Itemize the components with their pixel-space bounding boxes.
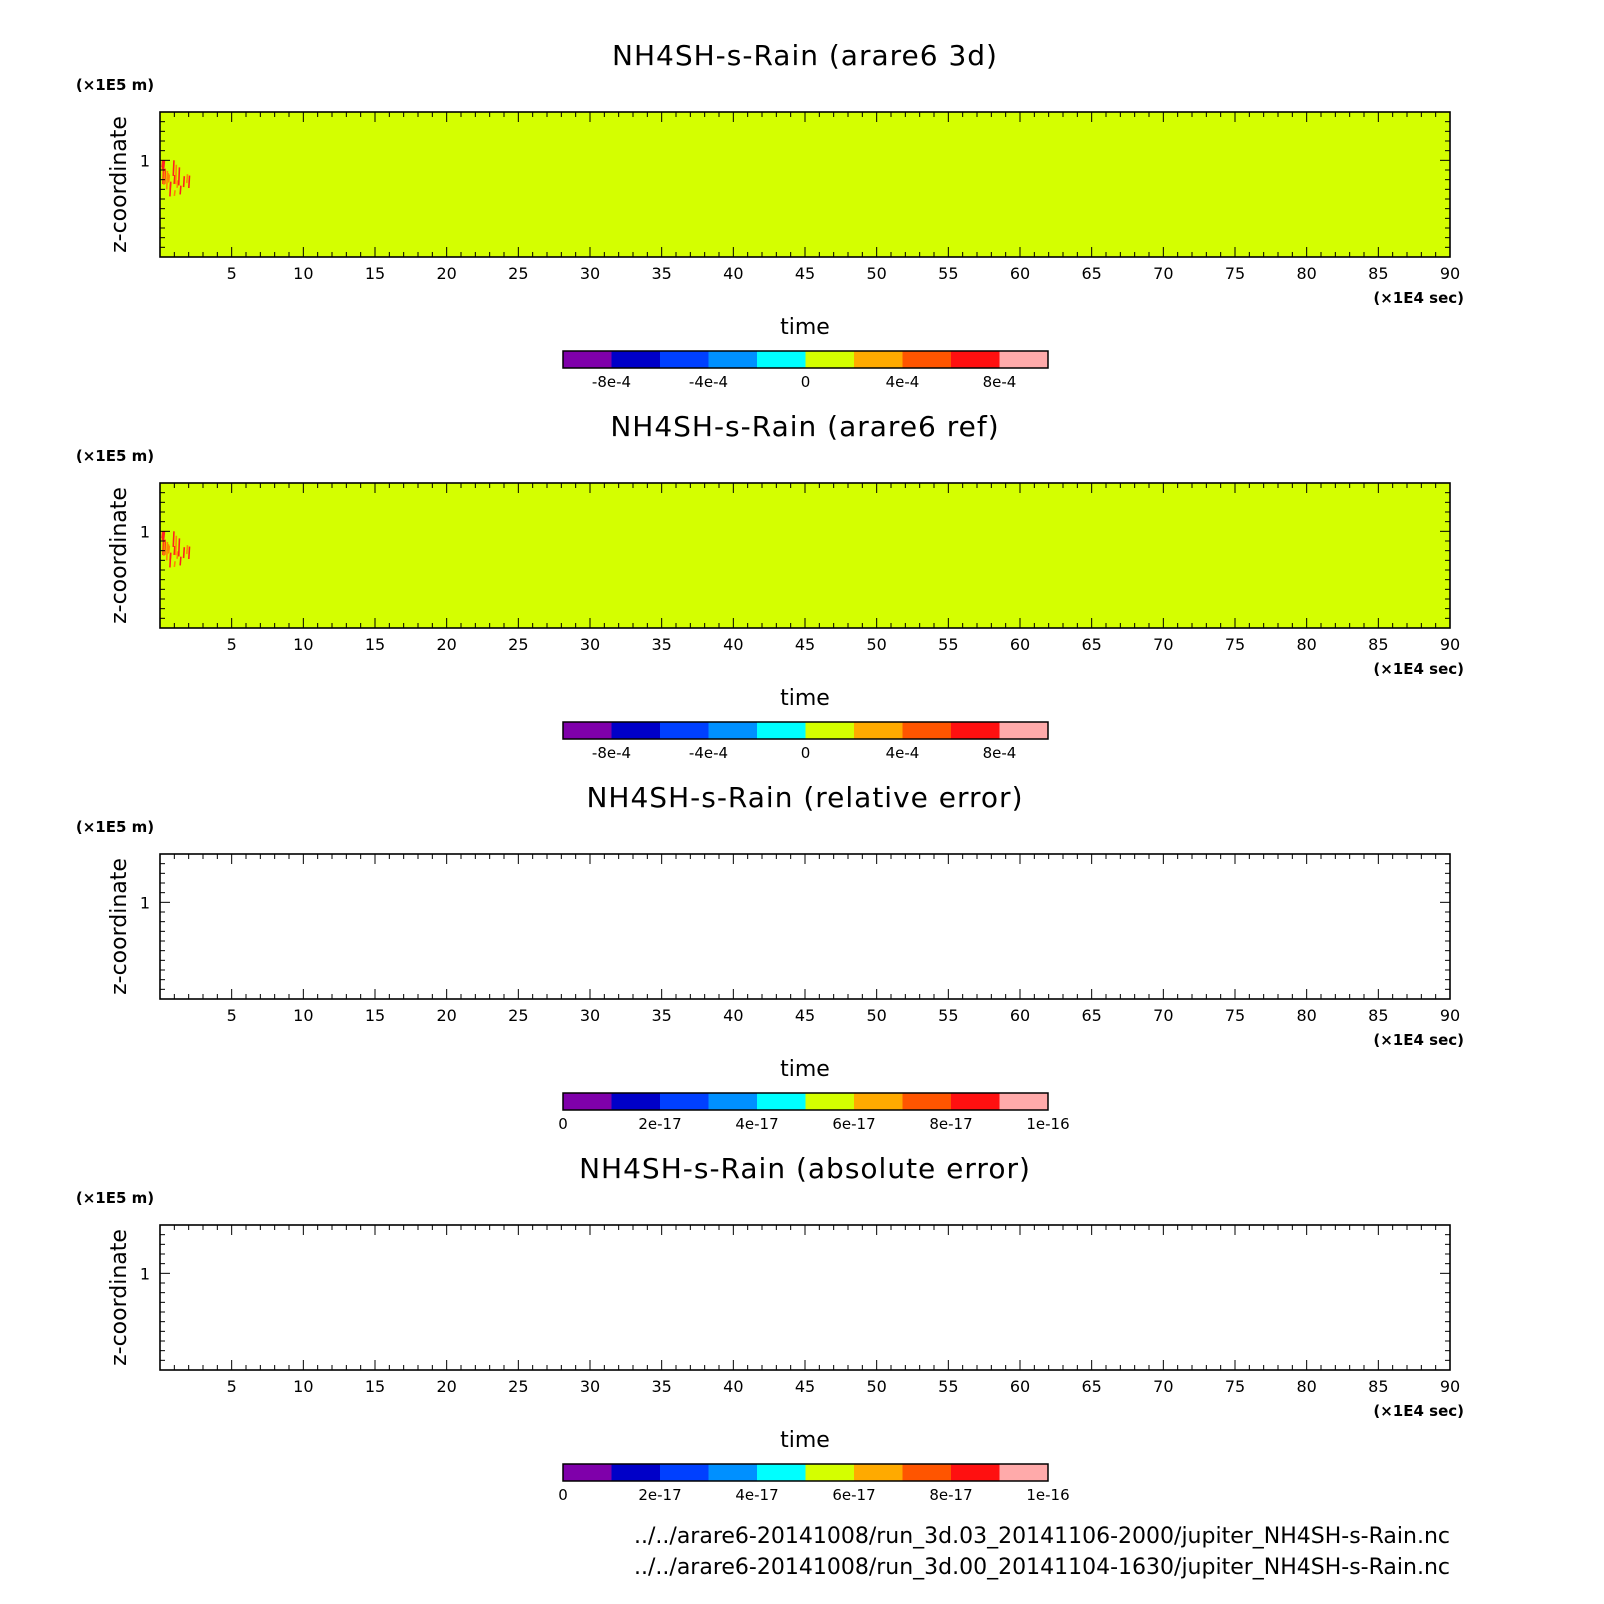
x-tick-label: 65: [1081, 1006, 1102, 1025]
colorbar-swatch: [854, 351, 903, 368]
x-tick-label: 50: [866, 264, 887, 283]
rain-streak: [174, 175, 175, 184]
colorbar-tick-label: 0: [800, 373, 811, 391]
chart-title: NH4SH-s-Rain (absolute error): [579, 1152, 1031, 1185]
y-unit-label: (×1E5 m): [75, 447, 155, 465]
x-tick-label: 50: [866, 1006, 887, 1025]
colorbar-swatch: [709, 351, 758, 368]
x-tick-label: 75: [1224, 1377, 1246, 1396]
rain-streak: [180, 186, 181, 195]
x-unit-label: (×1E4 sec): [1373, 660, 1464, 678]
colorbar-swatch: [951, 722, 1000, 739]
x-tick-label: 55: [938, 635, 959, 654]
x-tick-label: 45: [794, 635, 816, 654]
colorbar-swatch: [709, 1464, 758, 1481]
rain-streak: [173, 160, 174, 176]
colorbar-tick-label: -8e-4: [591, 744, 632, 762]
plot-field: [160, 483, 1450, 628]
rain-streak: [164, 531, 165, 538]
colorbar: [558, 1464, 1069, 1504]
colorbar-tick-label: 8e-4: [982, 744, 1017, 762]
x-tick-label: 35: [651, 264, 672, 283]
rain-streak: [174, 190, 175, 196]
rain-streak: [180, 557, 181, 566]
x-tick-label: 85: [1368, 264, 1389, 283]
colorbar-swatch: [903, 1464, 952, 1481]
rain-streak: [179, 538, 180, 556]
colorbar-swatch: [612, 722, 661, 739]
x-axis-label: time: [780, 1428, 830, 1453]
colorbar-tick-label: 4e-17: [735, 1486, 779, 1504]
colorbar-tick-label: -4e-4: [688, 373, 729, 391]
colorbar-swatch: [660, 1093, 709, 1110]
colorbar: [558, 1093, 1069, 1133]
x-tick-label: 50: [866, 635, 887, 654]
colorbar-swatch: [660, 1464, 709, 1481]
chart-panel-1: [76, 39, 1464, 391]
footer-file-path-2: ../../arare6-20141008/run_3d.00_20141104-1630/jupiter_NH4SH-s-Rain.nc: [634, 1555, 1450, 1580]
x-tick-label: 30: [579, 1006, 601, 1025]
colorbar-swatch: [854, 1464, 903, 1481]
x-tick-label: 30: [579, 264, 601, 283]
rain-streak: [187, 174, 188, 183]
x-tick-label: 10: [293, 635, 314, 654]
x-tick-label: 35: [651, 1006, 672, 1025]
y-tick-label: 1: [139, 522, 150, 542]
x-unit-label: (×1E4 sec): [1373, 289, 1464, 307]
colorbar-swatch: [757, 351, 806, 368]
colorbar-swatch: [951, 1464, 1000, 1481]
colorbar-tick-label: 4e-4: [885, 373, 920, 391]
colorbar-tick-label: 8e-4: [982, 373, 1017, 391]
colorbar-tick-label: 1e-16: [1026, 1115, 1070, 1133]
x-tick-label: 25: [508, 1377, 529, 1396]
colorbar-swatch: [903, 351, 952, 368]
colorbar-tick-label: 8e-17: [929, 1115, 973, 1133]
rain-streak: [187, 545, 188, 554]
colorbar-tick-label: -8e-4: [591, 373, 632, 391]
colorbar-swatch: [806, 722, 855, 739]
x-tick-label: 10: [293, 1006, 314, 1025]
x-tick-label: 5: [226, 635, 237, 654]
rain-streak: [173, 531, 174, 547]
y-tick-label: 1: [139, 1264, 150, 1284]
rain-streak: [189, 176, 190, 188]
y-unit-label: (×1E5 m): [75, 1189, 155, 1207]
x-tick-label: 15: [364, 1006, 386, 1025]
colorbar-swatch: [951, 351, 1000, 368]
x-tick-label: 30: [579, 635, 601, 654]
x-tick-label: 20: [436, 635, 457, 654]
x-tick-label: 55: [938, 264, 959, 283]
x-tick-label: 90: [1439, 264, 1461, 283]
chart-title: NH4SH-s-Rain (arare6 ref): [610, 410, 1000, 443]
colorbar-swatch: [563, 1093, 612, 1110]
x-tick-label: 20: [436, 1006, 457, 1025]
rain-streak: [184, 547, 185, 558]
colorbar-swatch: [903, 1093, 952, 1110]
colorbar-swatch: [612, 351, 661, 368]
x-tick-label: 5: [226, 264, 237, 283]
y-unit-label: (×1E5 m): [75, 818, 155, 836]
chart-panel-3: [76, 781, 1464, 1133]
y-tick-label: 1: [139, 893, 150, 913]
rain-streak: [164, 170, 165, 184]
colorbar-swatch: [806, 1464, 855, 1481]
x-tick-label: 45: [794, 1006, 816, 1025]
plot-field: [160, 1225, 1450, 1370]
x-tick-label: 85: [1368, 635, 1389, 654]
x-tick-label: 40: [723, 1006, 744, 1025]
x-tick-label: 65: [1081, 1377, 1102, 1396]
x-axis-label: time: [780, 686, 830, 711]
x-tick-label: 70: [1153, 635, 1174, 654]
x-tick-label: 10: [293, 264, 314, 283]
rain-streak: [167, 542, 168, 560]
x-tick-label: 75: [1224, 264, 1246, 283]
x-tick-label: 15: [364, 264, 386, 283]
y-axis-label: z-coordinate: [107, 858, 132, 995]
rain-streak: [170, 182, 171, 190]
x-tick-label: 35: [651, 635, 672, 654]
colorbar-swatch: [563, 722, 612, 739]
x-tick-label: 60: [1009, 1377, 1031, 1396]
rain-streak: [179, 167, 180, 185]
x-tick-label: 60: [1009, 1006, 1031, 1025]
y-axis-label: z-coordinate: [107, 116, 132, 253]
x-tick-label: 45: [794, 1377, 816, 1396]
chart-title: NH4SH-s-Rain (arare6 3d): [612, 39, 998, 72]
colorbar-tick-label: 1e-16: [1026, 1486, 1070, 1504]
colorbar-swatch: [563, 351, 612, 368]
x-tick-label: 55: [938, 1006, 959, 1025]
rain-streak: [174, 561, 175, 567]
colorbar: [563, 722, 1049, 762]
x-tick-label: 30: [579, 1377, 601, 1396]
x-tick-label: 70: [1153, 1377, 1174, 1396]
x-tick-label: 10: [293, 1377, 314, 1396]
rain-streak: [176, 536, 177, 555]
rain-streak: [177, 180, 178, 188]
colorbar-swatch: [757, 1093, 806, 1110]
colorbar-swatch: [709, 722, 758, 739]
rain-streak: [164, 541, 165, 555]
x-tick-label: 40: [723, 264, 744, 283]
chart-panel-2: [76, 410, 1464, 762]
colorbar-tick-label: 2e-17: [638, 1115, 682, 1133]
x-tick-label: 15: [364, 635, 386, 654]
x-tick-label: 90: [1439, 635, 1461, 654]
rain-streak: [169, 546, 170, 554]
x-tick-label: 75: [1224, 1006, 1246, 1025]
rain-streak: [169, 175, 170, 183]
x-tick-label: 60: [1009, 635, 1031, 654]
footer-file-path-1: ../../arare6-20141008/run_3d.03_20141106-2000/jupiter_NH4SH-s-Rain.nc: [634, 1524, 1450, 1549]
x-tick-label: 55: [938, 1377, 959, 1396]
x-tick-label: 40: [723, 1377, 744, 1396]
x-tick-label: 90: [1439, 1006, 1461, 1025]
colorbar: [563, 351, 1049, 391]
colorbar-swatch: [660, 351, 709, 368]
x-tick-label: 5: [226, 1006, 237, 1025]
colorbar-tick-label: 0: [558, 1115, 568, 1133]
colorbar-swatch: [854, 1093, 903, 1110]
x-tick-label: 80: [1296, 264, 1317, 283]
x-tick-label: 60: [1009, 264, 1031, 283]
x-tick-label: 25: [508, 1006, 529, 1025]
colorbar-swatch: [612, 1464, 661, 1481]
x-tick-label: 50: [866, 1377, 887, 1396]
colorbar-swatch: [1000, 1464, 1049, 1481]
x-tick-label: 45: [794, 264, 816, 283]
rain-streak: [174, 546, 175, 555]
x-tick-label: 20: [436, 264, 457, 283]
colorbar-swatch: [757, 722, 806, 739]
rain-streak: [162, 531, 163, 538]
colorbar-tick-label: 4e-17: [735, 1115, 779, 1133]
colorbar-swatch: [1000, 1093, 1049, 1110]
y-tick-label: 1: [139, 151, 150, 171]
rain-streak: [177, 551, 178, 559]
rain-streak: [170, 553, 171, 561]
colorbar-swatch: [1000, 351, 1049, 368]
y-unit-label: (×1E5 m): [75, 76, 155, 94]
colorbar-tick-label: 4e-4: [885, 744, 920, 762]
x-tick-label: 25: [508, 264, 529, 283]
colorbar-swatch: [903, 722, 952, 739]
x-tick-label: 90: [1439, 1377, 1461, 1396]
x-tick-label: 70: [1153, 1006, 1174, 1025]
colorbar-tick-label: 6e-17: [832, 1115, 876, 1133]
colorbar-swatch: [757, 1464, 806, 1481]
colorbar-swatch: [854, 722, 903, 739]
colorbar-swatch: [806, 351, 855, 368]
colorbar-swatch: [1000, 722, 1049, 739]
rain-streak: [189, 547, 190, 559]
x-tick-label: 15: [364, 1377, 386, 1396]
x-tick-label: 20: [436, 1377, 457, 1396]
x-tick-label: 85: [1368, 1377, 1389, 1396]
colorbar-swatch: [709, 1093, 758, 1110]
x-tick-label: 65: [1081, 264, 1102, 283]
x-tick-label: 80: [1296, 1006, 1317, 1025]
x-tick-label: 65: [1081, 635, 1102, 654]
colorbar-swatch: [563, 1464, 612, 1481]
plot-field: [160, 854, 1450, 999]
rain-streak: [184, 176, 185, 187]
y-axis-label: z-coordinate: [107, 487, 132, 624]
x-tick-label: 25: [508, 635, 529, 654]
rain-streak: [167, 171, 168, 189]
colorbar-swatch: [660, 722, 709, 739]
rain-streak: [176, 165, 177, 184]
x-axis-label: time: [780, 315, 830, 340]
colorbar-swatch: [951, 1093, 1000, 1110]
colorbar-tick-label: 8e-17: [929, 1486, 973, 1504]
rain-streak: [164, 160, 165, 167]
x-axis-label: time: [780, 1057, 830, 1082]
colorbar-tick-label: 0: [558, 1486, 568, 1504]
y-axis-label: z-coordinate: [107, 1229, 132, 1366]
x-tick-label: 75: [1224, 635, 1246, 654]
colorbar-tick-label: 2e-17: [638, 1486, 682, 1504]
x-tick-label: 40: [723, 635, 744, 654]
chart-panel-4: [76, 1152, 1464, 1504]
colorbar-tick-label: 6e-17: [832, 1486, 876, 1504]
x-tick-label: 5: [226, 1377, 237, 1396]
plot-field: [160, 112, 1450, 257]
colorbar-swatch: [806, 1093, 855, 1110]
rain-streak: [162, 160, 163, 167]
colorbar-tick-label: -4e-4: [688, 744, 729, 762]
x-tick-label: 70: [1153, 264, 1174, 283]
x-tick-label: 35: [651, 1377, 672, 1396]
x-unit-label: (×1E4 sec): [1373, 1402, 1464, 1420]
x-unit-label: (×1E4 sec): [1373, 1031, 1464, 1049]
x-tick-label: 85: [1368, 1006, 1389, 1025]
colorbar-tick-label: 0: [800, 744, 811, 762]
x-tick-label: 80: [1296, 1377, 1317, 1396]
chart-title: NH4SH-s-Rain (relative error): [586, 781, 1024, 814]
x-tick-label: 80: [1296, 635, 1317, 654]
colorbar-swatch: [612, 1093, 661, 1110]
